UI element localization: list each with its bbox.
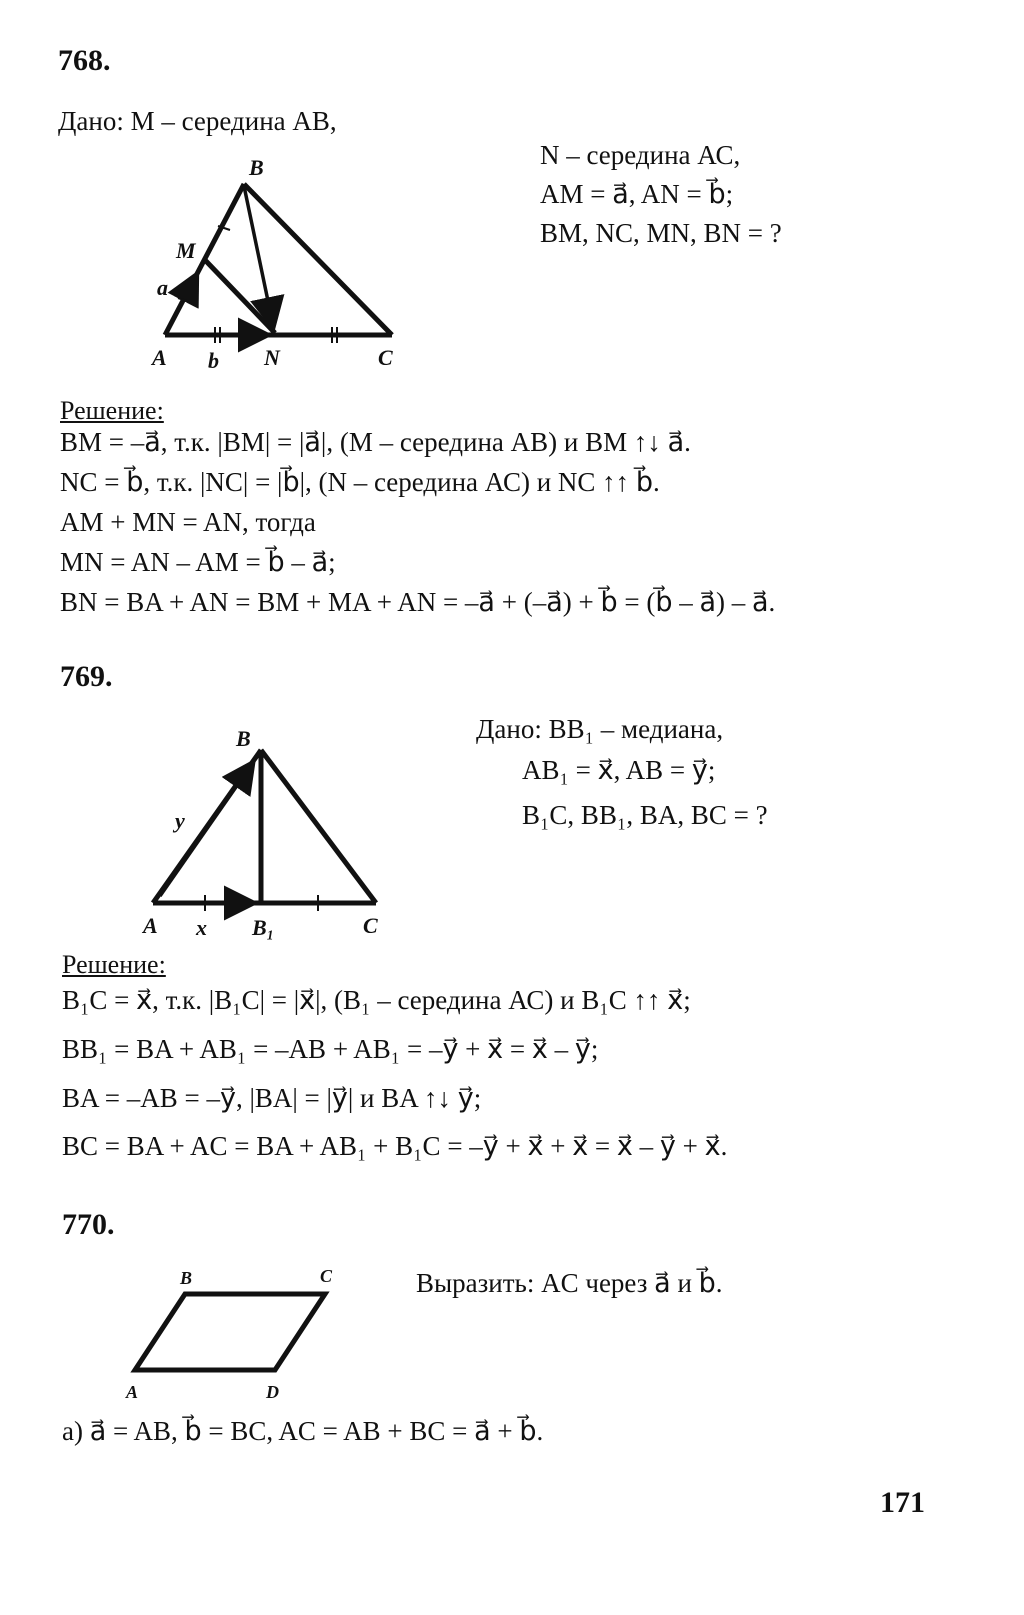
label-769-y: y⃗ bbox=[175, 808, 202, 833]
solution-769-line-4: BC = BA + AC = BA + AB₁ + B₁C = –y⃗ + x⃗ + x⃗ = x⃗ – y⃗ + x⃗. bbox=[62, 1131, 728, 1161]
label-769-C: C bbox=[363, 913, 378, 938]
label-769-B1: B₁ bbox=[252, 915, 275, 940]
label-768-B: B bbox=[249, 155, 264, 180]
page-number: 171 bbox=[880, 1486, 925, 1519]
given-769-line-2: AB₁ = x⃗, AB = y⃗; bbox=[522, 755, 716, 785]
solution-title-768: Решение: bbox=[60, 396, 164, 425]
label-769-x: x⃗ bbox=[196, 915, 225, 940]
solution-769-line-1: B₁C = x⃗, т.к. |B₁C| = |x⃗|, (B₁ – середина АС) и B₁C ↑↑ x⃗; bbox=[62, 985, 691, 1015]
given-768-line-4: BM, NC, MN, BN = ? bbox=[540, 218, 782, 248]
label-768-M: M bbox=[176, 238, 196, 263]
label-770-B: B bbox=[180, 1268, 193, 1288]
label-768-b: b⃗ bbox=[208, 348, 237, 373]
label-768-a: a⃗ bbox=[157, 275, 186, 300]
solution-768-line-4: MN = AN – AM = b⃗ – a⃗; bbox=[60, 547, 336, 577]
problem-number-769: 769. bbox=[60, 660, 113, 693]
problem-number-768: 768. bbox=[58, 44, 111, 77]
label-770-D: D bbox=[266, 1382, 279, 1402]
label-769-A: A bbox=[143, 913, 158, 938]
given-768-line-1: Дано: М – середина АВ, bbox=[58, 106, 337, 136]
label-768-C: C bbox=[378, 345, 393, 370]
label-770-C: C bbox=[320, 1266, 333, 1286]
given-770-line-1: Выразить: AC через a⃗ и b⃗. bbox=[416, 1268, 723, 1298]
given-768-line-2: N – середина АС, bbox=[540, 140, 741, 170]
label-770-A: A bbox=[126, 1382, 139, 1402]
given-768-line-3: AM = a⃗, AN = b⃗; bbox=[540, 179, 734, 209]
solution-title-769: Решение: bbox=[62, 950, 166, 979]
label-769-B: B bbox=[236, 726, 251, 751]
given-769-line-3: B₁C, BB₁, BA, BC = ? bbox=[522, 800, 768, 830]
solution-768-line-5: BN = BA + AN = BM + MA + AN = –a⃗ + (–a⃗) + b⃗ = (b⃗ – a⃗) – a⃗. bbox=[60, 587, 776, 617]
label-768-A: A bbox=[152, 345, 167, 370]
solution-769-line-2: BB₁ = BA + AB₁ = –AB + AB₁ = –y⃗ + x⃗ = x⃗ – y⃗; bbox=[62, 1034, 599, 1064]
solution-768-line-3: AM + MN = AN, тогда bbox=[60, 507, 316, 537]
solution-769-line-3: BA = –AB = –y⃗, |BA| = |y⃗| и BA ↑↓ y⃗; bbox=[62, 1083, 482, 1113]
solution-770-line-1: а) a⃗ = AB, b⃗ = BC, AC = AB + BC = a⃗ + b⃗. bbox=[62, 1416, 544, 1446]
solution-768-line-2: NC = b⃗, т.к. |NC| = |b⃗|, (N – середина АС) и NC ↑↑ b⃗. bbox=[60, 467, 660, 497]
given-769-line-1: Дано: BB₁ – медиана, bbox=[476, 714, 724, 744]
problem-number-770: 770. bbox=[62, 1208, 115, 1241]
solution-768-line-1: BM = –a⃗, т.к. |BM| = |a⃗|, (М – середина АВ) и BM ↑↓ a⃗. bbox=[60, 427, 691, 457]
label-768-N: N bbox=[264, 345, 280, 370]
